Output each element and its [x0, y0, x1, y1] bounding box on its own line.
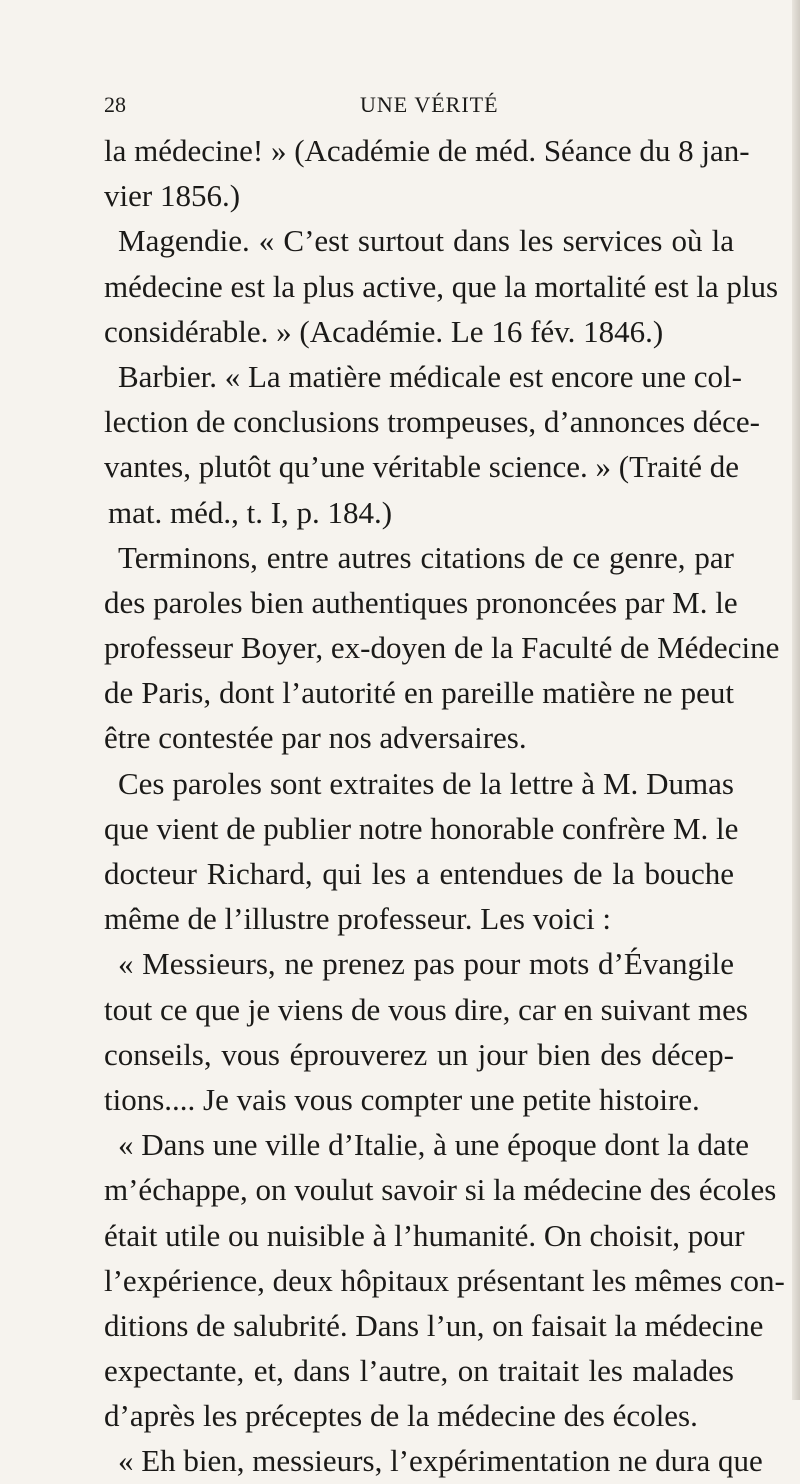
- text-line: expectante, et, dans l’autre, on traitait les malades: [104, 1353, 734, 1389]
- text-line: médecine est la plus active, que la mortalité est la plus: [104, 268, 779, 304]
- text-line: tions.... Je vais vous compter une petite histoire.: [104, 1081, 700, 1117]
- text-line: la médecine! » (Académie de méd. Séance du 8 jan-: [104, 133, 750, 168]
- text-line: l’expérience, deux hôpitaux présentant les mêmes con-: [104, 1262, 785, 1298]
- text-line: d’après les préceptes de la médecine des écoles.: [104, 1398, 698, 1434]
- text-line: de Paris, dont l’autorité en pareille matière ne peut: [104, 675, 734, 711]
- text-line: « Eh bien, messieurs, l’expérimentation ne dura que: [118, 1443, 763, 1479]
- page-edge: [792, 0, 800, 1400]
- text-line: des paroles bien authentiques prononcées par M. le: [104, 584, 738, 620]
- text-line: Magendie. « C’est surtout dans les services où la: [118, 223, 734, 259]
- text-line: vantes, plutôt qu’une véritable science. » (Traité de: [104, 449, 740, 485]
- text-line: était utile ou nuisible à l’humanité. On choisit, pour: [104, 1217, 745, 1253]
- text-line: ditions de salubrité. Dans l’un, on faisait la médecine: [104, 1307, 764, 1343]
- text-line: mat. méd., t. I, p. 184.): [108, 494, 393, 530]
- text-line: tout ce que je viens de vous dire, car en suivant mes: [104, 991, 748, 1027]
- text-line: « Messieurs, ne prenez pas pour mots d’Évangile: [118, 946, 734, 982]
- text-line: vier 1856.): [104, 178, 241, 214]
- text-line: « Dans une ville d’Italie, à une époque dont la date: [118, 1127, 749, 1163]
- text-line: professeur Boyer, ex-doyen de la Faculté de Médecine: [104, 630, 780, 666]
- text-line: conseils, vous éprouverez un jour bien des décep-: [104, 1036, 734, 1072]
- text-line: même de l’illustre professeur. Les voici :: [104, 901, 612, 937]
- text-line: considérable. » (Académie. Le 16 fév. 1846.): [104, 313, 664, 349]
- text-line: Terminons, entre autres citations de ce genre, par: [118, 539, 734, 575]
- text-line: docteur Richard, qui les a entendues de la bouche: [104, 856, 734, 891]
- page-number: 28: [104, 92, 126, 117]
- text-line: Barbier. « La matière médicale est encore une col-: [118, 358, 742, 394]
- body-text: [104, 128, 785, 1484]
- text-line: lection de conclusions trompeuses, d’annonces déce-: [104, 404, 760, 440]
- text-line: être contestée par nos adversaires.: [104, 720, 527, 756]
- text-line: Ces paroles sont extraites de la lettre à M. Dumas: [118, 765, 734, 801]
- running-head: [104, 92, 744, 122]
- running-title: UNE VÉRITÉ: [360, 92, 499, 117]
- text-line: m’échappe, on voulut savoir si la médecine des écoles: [104, 1172, 777, 1208]
- text-line: que vient de publier notre honorable confrère M. le: [104, 810, 739, 846]
